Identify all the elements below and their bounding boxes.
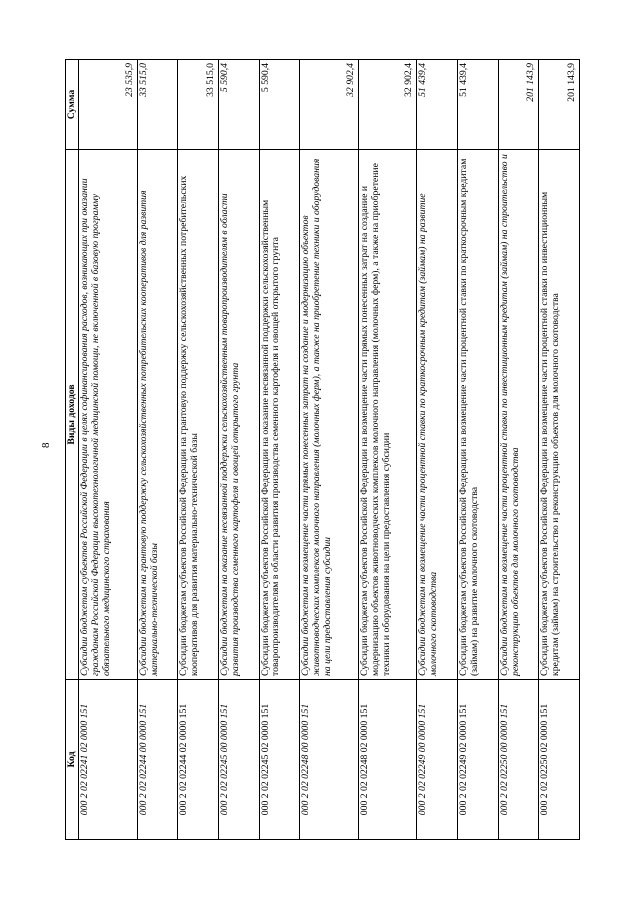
row-sum: 201 143,9 [498, 60, 539, 150]
row-description: Субсидии бюджетам субъектов Российской Федерации на возмещение части процентной ставки по инвестиционным кредитам (займам) на строительство и реконструкцию объектов для молочного скотоводства [539, 150, 580, 680]
row-description: Субсидии бюджетам субъектов Российской Федерации на возмещение части процентной ставки по краткосрочным кредитам (займам) на развитие молочного скотоводства [457, 150, 498, 680]
row-description: Субсидии бюджетам субъектов Российской Федерации на грантовую поддержку сельскохозяйственных потребительских кооперативов для развития материально-технической базы [178, 150, 219, 680]
table-row [178, 60, 219, 840]
row-sum: 33 515,0 [137, 60, 178, 150]
row-sum: 32 902,4 [300, 60, 359, 150]
row-code: 000 2 02 02248 02 0000 151 [358, 680, 417, 840]
table-body [79, 60, 580, 840]
row-sum: 32 902,4 [358, 60, 417, 150]
table-header-row [66, 60, 79, 840]
table-row [417, 60, 458, 840]
row-sum: 51 439,4 [417, 60, 458, 150]
row-sum: 5 590,4 [218, 60, 259, 150]
table-row [498, 60, 539, 840]
row-sum: 33 515,0 [178, 60, 219, 150]
row-code: 000 2 02 02244 02 0000 151 [178, 680, 219, 840]
row-description: Субсидии бюджетам на возмещение части прямых понесенных затрат на создание и модернизацию объектов животноводческих комплексов молочного направления (молочных ферм), а также на приобретение техники и оборудования на цели предоставления субсидии [300, 150, 359, 680]
table-row [457, 60, 498, 840]
row-description: Субсидии бюджетам на возмещение части процентной ставки по краткосрочным кредитам (займам) на развитие молочного скотоводства [417, 150, 458, 680]
row-sum: 5 590,4 [259, 60, 300, 150]
row-description: Субсидии бюджетам субъектов Российской Федерации на возмещение части прямых понесенных затрат на создание и модернизацию объектов животноводческих комплексов молочного направления (молочных ферм), а также на приобретение техники и оборудования на цели предоставления субсидии [358, 150, 417, 680]
row-sum: 51 439,4 [457, 60, 498, 150]
table-row [137, 60, 178, 840]
table-row [218, 60, 259, 840]
row-code: 000 2 02 02244 00 0000 151 [137, 680, 178, 840]
table-row [539, 60, 580, 840]
revenue-table [65, 59, 580, 840]
header-sum: Сумма [66, 60, 79, 150]
row-code: 000 2 02 02248 00 0000 151 [300, 680, 359, 840]
table-row [358, 60, 417, 840]
row-code: 000 2 02 02241 02 0000 151 [79, 680, 138, 840]
header-code: Код [66, 680, 79, 840]
revenue-table-container [65, 60, 580, 840]
row-description: Субсидии бюджетам субъектов Российской Федерации в целях софинансирования расходов, возникающих при оказании гражданам Российской Федерации высокотехнологичной медицинской помощи, не включенной в базовую программу обязательного медицинского страхования [79, 150, 138, 680]
row-code: 000 2 02 02245 02 0000 151 [259, 680, 300, 840]
row-code: 000 2 02 02245 00 0000 151 [218, 680, 259, 840]
row-code: 000 2 02 02249 02 0000 151 [457, 680, 498, 840]
table-row [300, 60, 359, 840]
table-row [79, 60, 138, 840]
row-description: Субсидии бюджетам субъектов Российской Федерации на оказание несвязанной поддержки сельскохозяйственным товаропроизводителям в области развития производства семенного картофеля и овощей открытого грунта [259, 150, 300, 680]
row-description: Субсидии бюджетам на оказание несвязанной поддержки сельскохозяйственным товаропроизводителям в области развития производства семенного картофеля и овощей открытого грунта [218, 150, 259, 680]
header-desc: Виды доходов [66, 150, 79, 680]
page-number: 8 [40, 442, 52, 448]
table-row [259, 60, 300, 840]
row-code: 000 2 02 02250 02 0000 151 [539, 680, 580, 840]
row-description: Субсидии бюджетам на грантовую поддержку сельскохозяйственных потребительских кооперативов для развития материально-технической базы [137, 150, 178, 680]
row-sum: 23 535,9 [79, 60, 138, 150]
row-code: 000 2 02 02249 00 0000 151 [417, 680, 458, 840]
row-description: Субсидии бюджетам на возмещение части процентной ставки по инвестиционным кредитам (займам) на строительство и реконструкцию объектов для молочного скотоводства [498, 150, 539, 680]
row-code: 000 2 02 02250 00 0000 151 [498, 680, 539, 840]
row-sum: 201 143,9 [539, 60, 580, 150]
